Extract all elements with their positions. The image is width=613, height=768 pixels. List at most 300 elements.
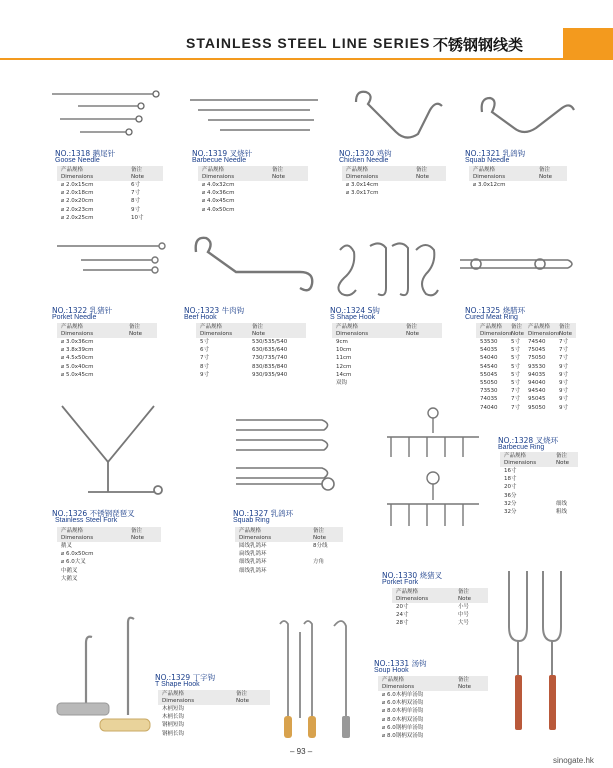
spec-row bbox=[378, 707, 488, 715]
note-cell: 830/835/840 bbox=[252, 363, 288, 370]
dimensions-header: 产品规格 Dimensions bbox=[396, 589, 429, 602]
product-number-1321: NO.:1321 乳鸽钩 bbox=[465, 149, 526, 158]
dimensions-header: 产品规格 Dimensions bbox=[200, 324, 233, 337]
spec-row bbox=[378, 691, 488, 699]
dimension-cell: 细线乳鸽环 bbox=[239, 559, 267, 566]
spec-row bbox=[57, 542, 161, 550]
note-cell bbox=[313, 550, 343, 558]
spec-row bbox=[476, 354, 576, 362]
spec-row bbox=[57, 550, 161, 558]
spec-table-1322 bbox=[57, 323, 157, 379]
spec-row bbox=[235, 542, 343, 550]
dimension-cell: 大鹅叉 bbox=[61, 575, 78, 582]
squab-ring-illustration bbox=[232, 412, 342, 497]
header-accent-block bbox=[563, 28, 613, 58]
spec-row bbox=[158, 721, 270, 729]
note-cell bbox=[458, 699, 488, 707]
note-header: 备注 Note bbox=[406, 324, 420, 337]
dimensions-header: 产品规格 Dimensions bbox=[528, 324, 561, 337]
dimension-cell: 93530 bbox=[528, 363, 546, 370]
note-cell bbox=[129, 338, 157, 346]
note-header: 备注 Note bbox=[556, 453, 570, 466]
note-header: 备注 Note bbox=[252, 324, 266, 337]
spec-table-header bbox=[332, 323, 442, 338]
spec-table-1321 bbox=[469, 166, 567, 189]
note-header: 备注 Note bbox=[559, 324, 573, 337]
spec-row bbox=[476, 379, 576, 387]
note-cell bbox=[236, 713, 270, 721]
spec-table-1320 bbox=[342, 166, 446, 197]
dimension-cell: 74540 bbox=[528, 339, 546, 345]
note-cell bbox=[539, 181, 567, 189]
note-cell bbox=[556, 483, 578, 491]
note-cell: 5寸 bbox=[511, 380, 520, 387]
dimension-cell: 16寸 bbox=[504, 468, 517, 474]
note-cell bbox=[131, 558, 161, 566]
spec-row bbox=[500, 492, 578, 500]
dimension-cell: 9cm bbox=[336, 339, 348, 345]
dimension-cell: 双钩 bbox=[336, 380, 348, 387]
note-cell bbox=[129, 346, 157, 354]
spec-row bbox=[342, 189, 446, 197]
dimension-cell: ⌀ 2.0x18cm bbox=[61, 190, 94, 197]
spec-row bbox=[198, 206, 308, 214]
spec-row bbox=[378, 716, 488, 724]
spec-row bbox=[378, 732, 488, 740]
dimension-cell: 14cm bbox=[336, 371, 352, 378]
spec-row bbox=[158, 730, 270, 738]
spec-table-header bbox=[57, 166, 163, 181]
product-number-1324: NO.:1324 S钩 bbox=[330, 306, 380, 315]
note-cell bbox=[406, 363, 442, 371]
dimensions-header: 产品规格 Dimensions bbox=[382, 677, 415, 690]
dimension-cell: 20寸 bbox=[504, 484, 517, 491]
note-cell: 大号 bbox=[458, 620, 470, 627]
spec-table-header bbox=[57, 527, 161, 542]
note-cell bbox=[406, 338, 442, 346]
dimension-cell: 74035 bbox=[480, 396, 498, 403]
dimension-cell: 12cm bbox=[336, 363, 352, 370]
product-name-1330: Porket Fork bbox=[382, 579, 419, 586]
spec-row bbox=[57, 338, 157, 346]
note-cell bbox=[272, 189, 306, 197]
dimension-cell: 木柄短钩 bbox=[162, 706, 185, 712]
chicken-hook-illustration bbox=[352, 88, 447, 143]
dimension-cell: ⌀ 2.0x25cm bbox=[61, 214, 94, 221]
spec-table-1327 bbox=[235, 527, 343, 575]
note-cell: 8分线 bbox=[313, 543, 328, 549]
dimension-cell: ⌀ 6.0木柄单汤钩 bbox=[382, 692, 424, 698]
dimension-cell: 木柄长钩 bbox=[162, 714, 185, 721]
note-header: 备注 Note bbox=[458, 589, 472, 602]
product-name-1326: Stainless Steel Fork bbox=[55, 517, 118, 524]
dimension-cell: ⌀ 6.0钢柄单汤钩 bbox=[382, 724, 424, 731]
note-header: 备注 Note bbox=[272, 167, 286, 180]
note-header: 备注 Note bbox=[416, 167, 430, 180]
note-cell bbox=[236, 721, 270, 729]
beef-hook-illustration bbox=[190, 232, 320, 297]
spec-row bbox=[476, 338, 576, 346]
dimensions-header: 产品规格 Dimensions bbox=[473, 167, 506, 180]
dimension-cell: 钢柄短钩 bbox=[162, 722, 185, 729]
spec-table-1328 bbox=[500, 452, 578, 516]
product-number-1329: NO.:1329 丁字钩 bbox=[155, 673, 216, 682]
note-cell bbox=[556, 475, 578, 483]
note-cell bbox=[458, 707, 488, 715]
spec-row bbox=[235, 567, 343, 575]
barbecue-ring-illustration-1 bbox=[383, 405, 483, 460]
dimension-cell: 55050 bbox=[480, 380, 498, 387]
dimensions-header: 产品规格 Dimensions bbox=[202, 167, 235, 180]
spec-row bbox=[378, 724, 488, 732]
note-cell bbox=[272, 181, 306, 189]
note-cell bbox=[416, 189, 446, 197]
goose-needle-illustration bbox=[50, 88, 165, 138]
spec-row bbox=[392, 619, 488, 627]
dimension-cell: 75050 bbox=[528, 355, 546, 362]
dimension-cell: ⌀ 8.0木柄双汤钩 bbox=[382, 716, 424, 723]
note-cell: 630/635/640 bbox=[252, 347, 288, 354]
product-name-1320: Chicken Needle bbox=[339, 157, 389, 164]
dimension-cell: 圆线乳鸽环 bbox=[239, 543, 267, 549]
spec-row bbox=[57, 214, 163, 222]
spec-table-1330 bbox=[392, 588, 488, 628]
product-name-1323: Beef Hook bbox=[184, 314, 217, 321]
product-name-1321: Squab Needle bbox=[465, 157, 510, 164]
dimension-cell: ⌀ 4.0x50cm bbox=[202, 206, 235, 213]
note-cell bbox=[458, 724, 488, 732]
dimensions-header: 产品规格 Dimensions bbox=[336, 324, 369, 337]
note-cell: 9寸 bbox=[559, 363, 568, 370]
note-cell: 7寸 bbox=[559, 347, 568, 354]
note-cell: 7寸 bbox=[511, 404, 520, 411]
spec-row bbox=[500, 483, 578, 491]
dimension-cell: ⌀ 3.0x12cm bbox=[473, 182, 506, 188]
dimension-cell: 6寸 bbox=[200, 347, 209, 354]
dimension-cell: 53530 bbox=[480, 339, 498, 345]
spec-row bbox=[476, 371, 576, 379]
spec-table-header bbox=[476, 323, 576, 338]
spec-row bbox=[476, 404, 576, 412]
dimension-cell: ⌀ 2.0x23cm bbox=[61, 206, 94, 213]
dimension-cell: ⌀ 3.0x17cm bbox=[346, 190, 379, 197]
dimension-cell: 钢柄长钩 bbox=[162, 730, 185, 737]
note-cell: 9寸 bbox=[559, 404, 568, 411]
note-cell: 8寸 bbox=[131, 198, 140, 205]
note-cell bbox=[406, 346, 442, 354]
spec-table-header bbox=[198, 166, 308, 181]
note-cell: 6寸 bbox=[131, 182, 140, 188]
spec-row bbox=[235, 550, 343, 558]
product-number-1331: NO.:1331 汤钩 bbox=[374, 659, 427, 668]
dimension-cell: ⌀ 8.0钢柄双汤钩 bbox=[382, 733, 424, 740]
spec-table-1323 bbox=[196, 323, 306, 379]
spec-row bbox=[57, 371, 157, 379]
note-cell: 9寸 bbox=[131, 206, 140, 213]
spec-row bbox=[57, 558, 161, 566]
spec-table-1324 bbox=[332, 323, 442, 387]
dimensions-header: 产品规格 Dimensions bbox=[61, 167, 94, 180]
dimension-cell: 94040 bbox=[528, 380, 546, 387]
dimension-cell: 32分 bbox=[504, 509, 517, 516]
page-number: – 93 – bbox=[290, 747, 313, 756]
dimension-cell: ⌀ 6.0大叉 bbox=[61, 559, 86, 566]
spec-row bbox=[196, 363, 306, 371]
porket-needle-illustration bbox=[55, 240, 170, 275]
dimension-cell: 10cm bbox=[336, 347, 352, 354]
spec-row bbox=[158, 705, 270, 713]
note-cell bbox=[236, 730, 270, 738]
note-cell bbox=[272, 206, 306, 214]
barbecue-needle-illustration bbox=[190, 96, 320, 136]
note-cell bbox=[129, 363, 157, 371]
spec-table-1326 bbox=[57, 527, 161, 583]
dimension-cell: 74040 bbox=[480, 404, 498, 411]
spec-row bbox=[196, 371, 306, 379]
spec-row bbox=[500, 467, 578, 475]
spec-row bbox=[235, 558, 343, 566]
note-cell bbox=[458, 691, 488, 699]
spec-table-1329 bbox=[158, 690, 270, 738]
note-cell bbox=[458, 716, 488, 724]
spec-table-1318 bbox=[57, 166, 163, 222]
dimensions-header: 产品规格 Dimensions bbox=[239, 528, 272, 541]
product-name-1324: S Shape Hook bbox=[330, 314, 376, 321]
dimension-cell: 7寸 bbox=[200, 355, 209, 362]
dimensions-header: 产品规格 Dimensions bbox=[504, 453, 537, 466]
spec-row bbox=[198, 189, 308, 197]
product-number-1322: NO.:1322 乳猪针 bbox=[52, 306, 113, 315]
note-cell bbox=[556, 492, 578, 500]
dimension-cell: ⌀ 3.0x36cm bbox=[61, 339, 94, 345]
dimension-cell: 54040 bbox=[480, 355, 498, 362]
dimensions-header: 产品规格 Dimensions bbox=[346, 167, 379, 180]
note-cell bbox=[131, 567, 161, 575]
spec-table-header bbox=[392, 588, 488, 603]
dimension-cell: ⌀ 5.0x45cm bbox=[61, 371, 94, 378]
dimension-cell: 54540 bbox=[480, 363, 498, 370]
spec-row bbox=[57, 567, 161, 575]
spec-table-header bbox=[158, 690, 270, 705]
product-number-1323: NO.:1323 牛肉钩 bbox=[184, 306, 245, 315]
note-cell: 7寸 bbox=[131, 190, 140, 197]
dimension-cell: 55045 bbox=[480, 371, 498, 378]
note-header: 备注 Note bbox=[313, 528, 327, 541]
note-cell: 中号 bbox=[458, 612, 470, 619]
note-cell: 5寸 bbox=[511, 363, 520, 370]
dimension-cell: 中鹅叉 bbox=[61, 567, 78, 574]
dimension-cell: 5寸 bbox=[200, 339, 209, 345]
spec-row bbox=[500, 500, 578, 508]
note-cell: 5寸 bbox=[511, 347, 520, 354]
spec-row bbox=[392, 603, 488, 611]
spec-row bbox=[57, 189, 163, 197]
dimension-cell: 11cm bbox=[336, 355, 352, 362]
dimension-cell: 94035 bbox=[528, 371, 546, 378]
note-cell: 5寸 bbox=[511, 371, 520, 378]
note-cell bbox=[406, 371, 442, 379]
product-name-1322: Porket Needle bbox=[52, 314, 97, 321]
dimensions-header: 产品规格 Dimensions bbox=[162, 691, 195, 704]
spec-table-1325 bbox=[476, 323, 576, 412]
product-number-1326: NO.:1326 不锈钢琵琶叉 bbox=[52, 509, 135, 518]
dimension-cell: ⌀ 4.0x32cm bbox=[202, 182, 235, 188]
note-header: 备注 Note bbox=[511, 324, 525, 337]
spec-table-header bbox=[469, 166, 567, 181]
spec-row bbox=[57, 575, 161, 583]
spec-row bbox=[332, 338, 442, 346]
note-cell: 930/935/940 bbox=[252, 371, 288, 378]
spec-row bbox=[332, 354, 442, 362]
dimension-cell: 扁线乳鸽环 bbox=[239, 551, 267, 558]
note-cell: 粗线 bbox=[556, 509, 568, 516]
spec-row bbox=[57, 197, 163, 205]
dimension-cell: 20寸 bbox=[396, 604, 409, 610]
product-name-1325: Cured Meat Ring bbox=[465, 314, 518, 321]
note-cell bbox=[131, 550, 161, 558]
spec-row bbox=[198, 197, 308, 205]
spec-row bbox=[392, 611, 488, 619]
note-cell bbox=[129, 354, 157, 362]
spec-row bbox=[57, 354, 157, 362]
dimension-cell: ⌀ 3.8x39cm bbox=[61, 347, 94, 354]
dimension-cell: 细线乳鸽环 bbox=[239, 567, 267, 574]
dimension-cell: ⌀ 4.0x45cm bbox=[202, 198, 235, 205]
note-cell bbox=[406, 379, 442, 387]
spec-table-header bbox=[342, 166, 446, 181]
note-cell: 9寸 bbox=[559, 380, 568, 387]
spec-row bbox=[476, 346, 576, 354]
dimension-cell: 95050 bbox=[528, 404, 546, 411]
note-cell bbox=[236, 705, 270, 713]
dimensions-header: 产品规格 Dimensions bbox=[480, 324, 513, 337]
barbecue-ring-illustration-2 bbox=[383, 468, 483, 528]
spec-row bbox=[57, 363, 157, 371]
dimension-cell: 73530 bbox=[480, 388, 498, 395]
note-cell: 7寸 bbox=[511, 396, 520, 403]
spec-row bbox=[196, 346, 306, 354]
product-name-1319: Barbecue Needle bbox=[192, 157, 247, 164]
spec-row bbox=[158, 713, 270, 721]
dimension-cell: 鹅叉 bbox=[61, 543, 73, 549]
dimension-cell: ⌀ 6.0x50cm bbox=[61, 551, 94, 558]
note-header: 备注 Note bbox=[458, 677, 472, 690]
dimension-cell: 18寸 bbox=[504, 476, 517, 483]
dimension-cell: 94540 bbox=[528, 388, 546, 395]
product-number-1319: NO.:1319 叉烧针 bbox=[192, 149, 253, 158]
dimension-cell: 28寸 bbox=[396, 620, 409, 627]
note-cell bbox=[313, 567, 343, 575]
product-name-1318: Goose Needle bbox=[55, 157, 100, 164]
note-cell bbox=[129, 371, 157, 379]
note-cell: 530/535/540 bbox=[252, 339, 288, 345]
note-cell: 5寸 bbox=[511, 339, 520, 345]
spec-row bbox=[378, 699, 488, 707]
spec-table-header bbox=[235, 527, 343, 542]
soup-hook-illustration bbox=[270, 618, 360, 743]
spec-row bbox=[469, 181, 567, 189]
dimension-cell: ⌀ 6.0木柄双汤钩 bbox=[382, 700, 424, 707]
note-cell: 7寸 bbox=[511, 388, 520, 395]
note-cell bbox=[458, 732, 488, 740]
spec-row bbox=[332, 379, 442, 387]
product-number-1328: NO.:1328 叉烧环 bbox=[498, 436, 559, 445]
porket-fork-illustration bbox=[505, 567, 585, 737]
note-header: 备注 Note bbox=[539, 167, 553, 180]
dimension-cell: ⌀ 4.0x36cm bbox=[202, 190, 235, 197]
spec-row bbox=[198, 181, 308, 189]
dimension-cell: ⌀ 8.0木柄单汤钩 bbox=[382, 708, 424, 715]
spec-row bbox=[57, 346, 157, 354]
dimension-cell: 36分 bbox=[504, 492, 517, 499]
product-name-1327: Squab Ring bbox=[233, 517, 270, 524]
note-cell bbox=[272, 197, 306, 205]
note-cell bbox=[406, 354, 442, 362]
dimension-cell: 54035 bbox=[480, 347, 498, 354]
note-header: 备注 Note bbox=[131, 528, 145, 541]
dimensions-header: 产品规格 Dimensions bbox=[61, 528, 94, 541]
note-cell: 10寸 bbox=[131, 214, 144, 221]
note-cell bbox=[416, 181, 446, 189]
spec-row bbox=[57, 181, 163, 189]
product-number-1325: NO.:1325 烧腊环 bbox=[465, 306, 526, 315]
spec-row bbox=[332, 346, 442, 354]
product-name-1328: Barbecue Ring bbox=[498, 444, 545, 451]
note-cell: 5寸 bbox=[511, 355, 520, 362]
note-cell: 方角 bbox=[313, 559, 325, 566]
page-title: STAINLESS STEEL LINE SERIES bbox=[186, 35, 431, 51]
product-name-1331: Soup Hook bbox=[374, 667, 409, 674]
dimension-cell: 32分 bbox=[504, 500, 517, 507]
spec-row bbox=[332, 371, 442, 379]
spec-table-header bbox=[500, 452, 578, 467]
cured-meat-ring-illustration bbox=[458, 250, 578, 280]
note-cell bbox=[556, 467, 578, 475]
dimension-cell: ⌀ 4.5x50cm bbox=[61, 355, 94, 362]
website-watermark: sinogate.hk bbox=[553, 756, 594, 765]
note-cell: 730/735/740 bbox=[252, 355, 288, 362]
spec-table-1319 bbox=[198, 166, 308, 214]
header-divider bbox=[0, 58, 613, 60]
s-hook-illustration bbox=[330, 238, 445, 298]
spec-row bbox=[332, 363, 442, 371]
spec-table-header bbox=[196, 323, 306, 338]
spec-table-1331 bbox=[378, 676, 488, 740]
product-number-1327: NO.:1327 乳鸽环 bbox=[233, 509, 294, 518]
dimension-cell: ⌀ 2.0x20cm bbox=[61, 198, 94, 205]
page-title-cn: 不锈钢钢线类 bbox=[433, 36, 524, 54]
stainless-steel-fork-illustration bbox=[58, 402, 168, 502]
note-header: 备注 Note bbox=[131, 167, 145, 180]
note-cell: 7寸 bbox=[559, 339, 568, 345]
note-header: 备注 Note bbox=[129, 324, 143, 337]
note-header: 备注 Note bbox=[236, 691, 250, 704]
product-number-1320: NO.:1320 鸡钩 bbox=[339, 149, 392, 158]
note-cell: 9寸 bbox=[559, 388, 568, 395]
dimension-cell: ⌀ 2.0x15cm bbox=[61, 182, 94, 188]
spec-row bbox=[342, 181, 446, 189]
note-cell: 小号 bbox=[458, 604, 470, 610]
spec-row bbox=[476, 363, 576, 371]
dimension-cell: 95045 bbox=[528, 396, 546, 403]
product-name-1329: T Shape Hook bbox=[155, 681, 200, 688]
dimension-cell: 24寸 bbox=[396, 612, 409, 619]
dimension-cell: ⌀ 3.0x14cm bbox=[346, 182, 379, 188]
product-number-1330: NO.:1330 烧猪叉 bbox=[382, 571, 443, 580]
spec-row bbox=[476, 395, 576, 403]
spec-row bbox=[196, 338, 306, 346]
spec-table-header bbox=[57, 323, 157, 338]
